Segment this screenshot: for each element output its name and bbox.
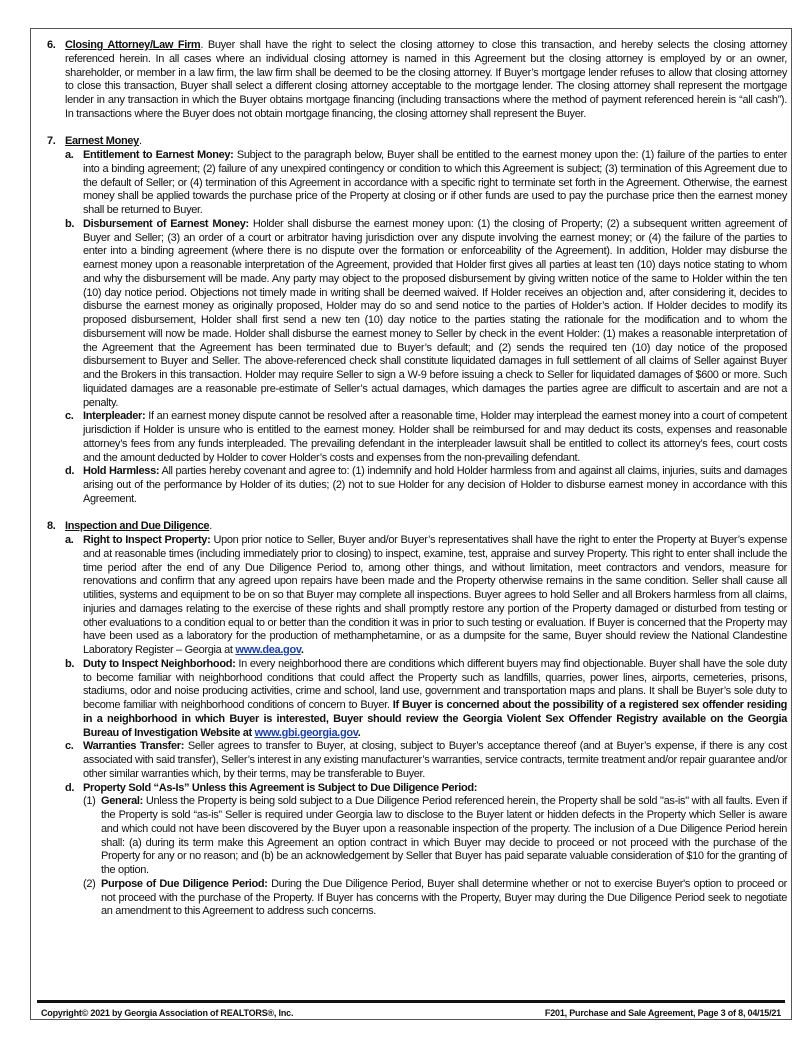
subsection-text xyxy=(83,534,787,658)
footer-form-info: F201, Purchase and Sale Agreement, Page 3 of 8, 04/15/21 xyxy=(544,1008,781,1018)
subsection-1 xyxy=(83,795,787,878)
subsection-label: b. xyxy=(65,657,75,670)
section-7 xyxy=(47,135,787,506)
text-run: Upon prior notice to Seller, Buyer and/or Buyer’s representatives shall have the right to enter the Property at Buyer’s expense and at reasonable times (including immediately prior to closing) to inspect, examine, test, appraise and survey Property. This right to enter shall include the time period after the end of any Due Diligence Period to, among other things, and without limitation, meet contractors and vendors, measure for renovations and confirm that any agreed upon repairs have been made and the Property otherwise remains in the same condition. Seller shall cause all utilities, systems and equipment to be on so that Buyer may complete all inspections. Buyer agrees to hold Seller and all Brokers harmless from all claims, injuries and damages relating to the exercise of these rights and shall promptly restore any portion of the Property damaged or disturbed from testing or other evaluations to a condition equal to or better than the condition it was in prior to such testing or evaluation. If Buyer is concerned that the Property may have been used as a laboratory for the production of methamphetamine, or as a dumpsite for the same, Buyer should review the National Clandestine Laboratory Register – Georgia at xyxy=(83,534,788,656)
link[interactable]: www.dea.gov xyxy=(235,644,301,656)
subsection-text xyxy=(83,218,787,411)
bold-text: Right to Inspect Property: xyxy=(83,534,211,546)
text-run: In every neighborhood there are conditions which different buyers may find objectionable. Buyer shall have the sole duty to become familiar with neighborhood conditions that could affect the Property such as landfills, quarries, power lines, airports, cemeteries, prisons, stadiums, odor and noise producing activities, crime and school, land use, government and transportation maps and plans. It shall be Buyer’s sole duty to become familiar with neighborhood conditions of concern to Buyer. xyxy=(83,657,787,711)
subsection-label: d. xyxy=(65,465,75,478)
section-number: 7. xyxy=(47,135,56,148)
subsection-a xyxy=(65,534,787,658)
text-run: During the Due Diligence Period, Buyer shall determine whether or not to exercise Buyer's option to proceed or not proceed with the purchase of the Property. If Buyer has concerns with the Property, Buyer may during the Due Diligence Period seek to negotiate an amendment to this Agreement to address such concerns. xyxy=(101,877,788,918)
footer-copyright: Copyright© 2021 by Georgia Association of REALTORS®, Inc. xyxy=(41,1008,294,1018)
subsection-c xyxy=(65,740,787,781)
subsection-label: d. xyxy=(65,781,75,794)
bold-text: Entitlement to Earnest Money: xyxy=(83,149,234,161)
section-number: 8. xyxy=(47,520,56,533)
text-run: Subject to the paragraph below, Buyer shall be entitled to the earnest money upon the: (1) failure of the parties to enter into a binding agreement; (2) failure of any unexpired contingency or condition to which this Agreement is subject; (3) termination of this Agreement due to the default of Seller; or (4) termination of this Agreement in accordance with a specific right to terminate set forth in the Agreement. Otherwise, the earnest money shall be applied towards the purchase price of the Property at closing or if other funds are used to pay the purchase price then the earnest money shall be returned to Buyer. xyxy=(83,149,788,216)
bold-text: Warranties Transfer: xyxy=(83,740,185,753)
section-heading: Closing Attorney/Law Firm xyxy=(65,39,201,51)
subsection-label: a. xyxy=(65,534,74,546)
subsection-text xyxy=(83,465,787,506)
subsection-a xyxy=(65,149,787,218)
bold-text: If Buyer is concerned about the possibility of a registered sex offender residing in a neighborhood in which Buyer is interested, Buyer should review the Georgia Violent Sex Offender Registry available on the Georgia Bureau of Investigation Website at xyxy=(83,699,787,739)
document-page xyxy=(30,28,792,1020)
subsection-label: b. xyxy=(65,217,75,230)
subsection-text xyxy=(83,149,787,218)
bold-text: Interpleader: xyxy=(83,410,146,423)
subsection-label: (2) xyxy=(83,877,96,890)
subsection-label: c. xyxy=(65,740,74,753)
subsection-c xyxy=(65,410,787,465)
text-run: . Buyer shall have the right to select the closing attorney to close this transaction, and hereby selects the closing attorney referenced herein. In all cases where an individual closing attorney is named in this Agreement but the closing attorney is employed by or an owner, shareholder, or member in a law firm, the law firm shall be deemed to be the closing attorney. If Buyer’s mortgage lender refuses to allow that closing attorney to close this transaction, Buyer shall select a different closing attorney acceptable to the mortgage lender. The closing attorney shall represent the mortgage lender in any transaction in which the Buyer obtains mortgage financing (including transactions where the method of payment referenced herein is “all cash”). In transactions where the Buyer does not obtain mortgage financing, the closing attorney shall represent the Buyer. xyxy=(65,39,787,120)
text-run: All parties hereby covenant and agree to: (1) indemnify and hold Holder harmless from and against all claims, injuries, suits and damages arising out of the performance by Holder of its duties; (2) not to sue Holder for any decision of Holder to disburse earnest money in accordance with this Agreement. xyxy=(83,465,787,505)
subsection-text xyxy=(83,410,787,465)
bold-text: Hold Harmless: xyxy=(83,465,160,478)
text-run: . xyxy=(138,135,142,148)
section-heading-text xyxy=(65,520,787,534)
subsection-text xyxy=(83,782,787,796)
section-8 xyxy=(47,520,787,919)
text-run: Seller agrees to transfer to Buyer, at closing, subject to Buyer’s acceptance thereof (and at Buyer’s expense, if there is any cost associated with said transfer), Seller’s interest in any existing manufacturer’s warranties, service contracts, termite treatment and/or repair guarantee and/or other similar warranties which, by their terms, may be transferable to Buyer. xyxy=(83,740,787,780)
footer-divider xyxy=(37,1000,785,1003)
subsection-2 xyxy=(83,878,787,919)
link[interactable]: www.gbi.georgia.gov xyxy=(254,726,358,739)
bold-text: Purpose of Due Diligence Period: xyxy=(101,877,268,890)
bold-text: General: xyxy=(101,795,143,808)
text-run: If an earnest money dispute cannot be resolved after a reasonable time, Holder may interplead the earnest money into a court of competent jurisdiction if Holder is unsure who is entitled to the earnest money. Holder shall be reimbursed for and may deduct its costs, expenses and reasonable attorney’s fees from any funds interpleaded. The prevailing defendant in the interpleader lawsuit shall be entitled to collect its attorney’s fees, court costs and the amount deducted by Holder to cover Holder’s costs and expenses from the non-prevailing defendant. xyxy=(83,410,787,464)
subsection-d xyxy=(65,465,787,506)
subsection-text xyxy=(101,878,787,919)
section-6 xyxy=(47,39,787,122)
bold-text: Duty to Inspect Neighborhood: xyxy=(83,657,236,670)
subsection-label: c. xyxy=(65,410,74,423)
subsection-b xyxy=(65,218,787,411)
subsection-text xyxy=(101,795,787,878)
document-body xyxy=(47,39,787,933)
section-number: 6. xyxy=(47,39,56,51)
text-run: . xyxy=(209,520,212,533)
section-heading-text xyxy=(65,135,787,149)
text-run: Holder shall disburse the earnest money upon: (1) the closing of Property; (2) a subsequent written agreement of Buyer and Seller; (3) an order of a court or arbitrator having jurisdiction over any dispute involving the earnest money; or (4) the failure of the parties to enter into a binding agreement (where there is no dispute over the formation or enforceability of the Agreement). In addition, Holder may disburse the earnest money upon a reasonable interpretation of the Agreement, provided that Holder first gives all parties at least ten (10) days notice stating to whom and why the disbursement will be made. Any party may object to the proposed disbursement by giving written notice of the same to Holder within the ten (10) day notice period. Objections not timely made in writing shall be deemed waived. If Holder receives an objection and, after considering it, decides to disburse the earnest money as originally proposed, Holder may do so and send notice to the parties of Holder’s action. If Holder decides to modify its proposed disbursement, Holder shall first send a new ten (10) day notice to the parties stating the rationale for the modification and to whom the disbursement will now be made. Holder shall disburse the earnest money to Seller by check in the event Holder: (1) makes a reasonable interpretation of the Agreement that the Agreement has been terminated due to Buyer’s default; and (2) sends the required ten (10) day notice of the proposed disbursement to Buyer and Seller. The above-referenced check shall constitute liquidated damages in full settlement of all claims of Seller against Buyer and the Brokers in this transaction. Holder may require Seller to sign a W-9 before issuing a check to Seller for liquidated damages of $600 or more. Such liquidated damages are a reasonable pre-estimate of Seller’s actual damages, which damages the parties agree are difficult to ascertain and are not a penalty. xyxy=(83,217,788,409)
bold-text: Disbursement of Earnest Money: xyxy=(83,217,249,230)
section-heading-text xyxy=(65,39,787,122)
bold-text: . xyxy=(357,726,361,739)
subsection-label: (1) xyxy=(83,795,96,808)
bold-text: Property Sold “As-Is” Unless this Agreement is Subject to Due Diligence Period: xyxy=(83,781,478,794)
subsection-d xyxy=(65,782,787,920)
subsection-text xyxy=(83,740,787,781)
subsection-b xyxy=(65,658,787,741)
section-heading: Earnest Money xyxy=(65,135,139,148)
subsection-label: a. xyxy=(65,149,74,161)
section-heading: Inspection and Due Diligence xyxy=(65,520,210,533)
page-footer xyxy=(41,1008,781,1018)
subsection-text xyxy=(83,658,787,741)
text-run: Unless the Property is being sold subject to a Due Diligence Period referenced herein, the Property shall be sold "as-is" with all faults. Even if the Property is sold “as-is” Seller is required under Georgia law to disclose to the Buyer latent or hidden defects in the Property which Seller is aware and which could not have been discovered by the Buyer upon a reasonable inspection of the property. The inclusion of a Due Diligence Period herein shall: (a) during its term make this Agreement an option contract in which Buyer may decide to proceed or not proceed with the purchase of the Property for any or no reason; and (b) be an acknowledgement by Seller that Buyer has paid separate valuable consideration of $10 for the granting of the option. xyxy=(101,795,787,876)
bold-text: . xyxy=(300,644,304,656)
